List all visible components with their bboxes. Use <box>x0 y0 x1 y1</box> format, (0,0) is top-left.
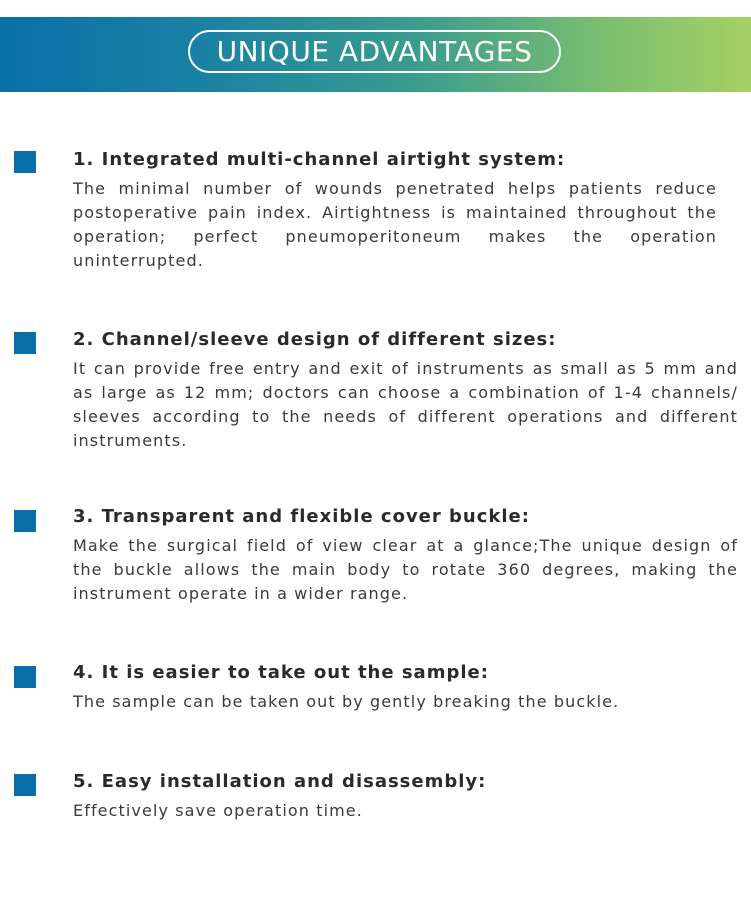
square-bullet-icon <box>14 510 36 532</box>
square-bullet-icon <box>14 774 36 796</box>
advantage-title: 3. Transparent and flexible cover buckle: <box>73 506 530 527</box>
advantage-description: Effectively save operation time. <box>73 801 363 820</box>
advantage-title: 2. Channel/sleeve design of different sizes: <box>73 329 557 350</box>
square-bullet-icon <box>14 332 36 354</box>
header-banner <box>0 17 751 92</box>
page-title: UNIQUE ADVANTAGES <box>216 35 533 68</box>
advantage-description: The sample can be taken out by gently breaking the buckle. <box>73 692 620 711</box>
square-bullet-icon <box>14 151 36 173</box>
advantage-description: Make the surgical field of view clear at a glance;The unique design of the buckle allows the main body to rotate 360 degrees, making the instrument operate in a wider range. <box>73 536 738 603</box>
advantage-description: It can provide free entry and exit of instruments as small as 5 mm and as large as 12 mm; doctors can choose a combination of 1-4 channels/ sleeves according to the needs of different operations and different instruments. <box>73 359 738 450</box>
advantage-title: 1. Integrated multi-channel airtight system: <box>73 149 566 170</box>
banner-title-pill <box>188 30 561 73</box>
square-bullet-icon <box>14 666 36 688</box>
advantage-description: The minimal number of wounds penetrated helps patients reduce postoperative pain index. Airtightness is maintained throughout the operation; perfect pneumoperitoneum makes the operation uninterrupted. <box>73 179 717 270</box>
advantage-title: 4. It is easier to take out the sample: <box>73 662 489 683</box>
advantage-title: 5. Easy installation and disassembly: <box>73 771 487 792</box>
